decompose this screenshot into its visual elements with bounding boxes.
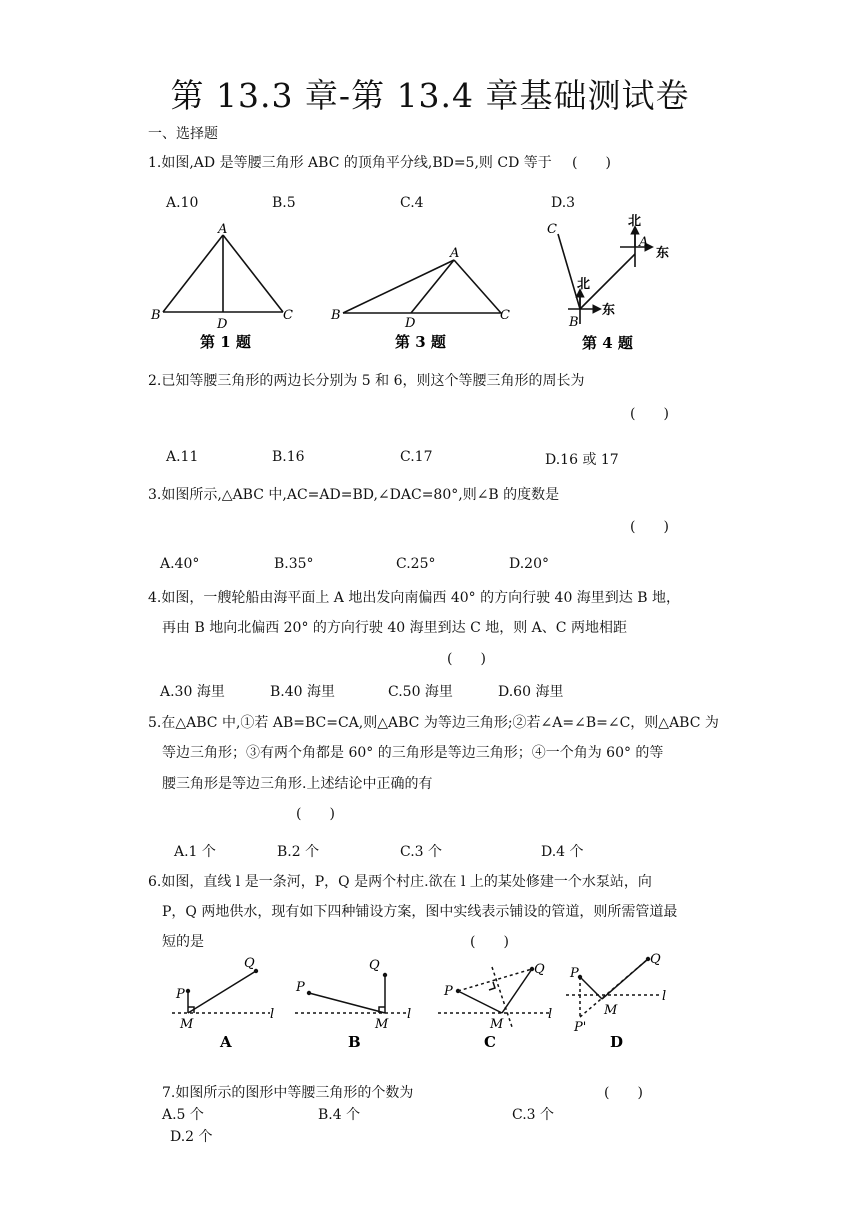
fig4-label-north-b: 北 xyxy=(577,277,591,292)
question-5-line-3: 腰三角形是等边三角形.上述结论中正确的有 xyxy=(162,776,433,792)
question-1-stem: 1.如图,AD 是等腰三角形 ABC 的顶角平分线,BD=5,则 CD 等于 xyxy=(148,155,552,171)
fig1-label-d: D xyxy=(217,317,228,332)
q6b-label-l: l xyxy=(407,1007,412,1022)
q6a-label-p: P xyxy=(176,987,185,1002)
q4-option-b: B.40 海里 xyxy=(270,684,336,700)
q3-option-d: D.20° xyxy=(509,556,549,572)
q1-option-b: B.5 xyxy=(272,195,296,211)
q6a-label-m: M xyxy=(180,1017,194,1032)
question-3-answer-blank: ( ) xyxy=(630,519,669,535)
figure-4-bearing xyxy=(540,212,690,355)
q5-option-a: A.1 个 xyxy=(174,844,216,860)
q7-option-d: D.2 个 xyxy=(170,1129,213,1145)
question-3-stem: 3.如图所示,△ABC 中,AC=AD=BD,∠DAC=80°,则∠B 的度数是 xyxy=(148,487,560,503)
page-title: 第 13.3 章-第 13.4 章基础测试卷 xyxy=(170,76,690,115)
q2-option-a: A.11 xyxy=(166,449,199,465)
q6-figure-a xyxy=(170,955,282,1055)
question-5-answer-blank: ( ) xyxy=(296,806,335,822)
q6b-label-p: P xyxy=(296,980,305,995)
question-4-line-1: 4.如图，一艘轮船由海平面上 A 地出发向南偏西 40° 的方向行驶 40 海里到达 B 地， xyxy=(148,590,680,606)
q6d-label-p-prime: P' xyxy=(574,1020,587,1035)
q4-option-c: C.50 海里 xyxy=(388,684,453,700)
q6c-label-p: P xyxy=(444,984,453,999)
q5-option-c: C.3 个 xyxy=(400,844,443,860)
question-7-answer-blank: ( ) xyxy=(604,1085,643,1101)
question-6-line-1: 6.如图，直线 l 是一条河，P，Q 是两个村庄.欲在 l 上的某处修建一个水泵站，向 xyxy=(148,874,652,890)
question-5-line-1: 5.在△ABC 中,①若 AB=BC=CA,则△ABC 为等边三角形;②若∠A=∠B=∠C，则△ABC 为 xyxy=(148,715,719,731)
fig4-label-a: A xyxy=(639,235,649,250)
q7-option-b: B.4 个 xyxy=(318,1107,361,1123)
q5-option-d: D.4 个 xyxy=(541,844,584,860)
q3-option-b: B.35° xyxy=(274,556,314,572)
fig4-label-east-a: 东 xyxy=(656,246,670,261)
q6c-label-l: l xyxy=(548,1007,553,1022)
q6c-caption: C xyxy=(484,1033,496,1051)
q2-option-c: C.17 xyxy=(400,449,433,465)
q4-option-d: D.60 海里 xyxy=(498,684,564,700)
q6c-label-m: M xyxy=(490,1017,504,1032)
q6d-caption: D xyxy=(610,1033,624,1051)
figure-1-triangle xyxy=(145,220,305,355)
q1-option-c: C.4 xyxy=(400,195,424,211)
fig4-label-north-a: 北 xyxy=(628,214,642,229)
fig3-label-b: B xyxy=(331,308,341,323)
question-4-line-2: 再由 B 地向北偏西 20° 的方向行驶 40 海里到达 C 地，则 A、C 两地相距 xyxy=(162,620,627,636)
question-6-line-3: 短的是 xyxy=(162,934,204,950)
fig3-caption: 第 3 题 xyxy=(395,333,446,351)
q6d-label-m: M xyxy=(604,1003,618,1018)
question-2-stem: 2.已知等腰三角形的两边长分别为 5 和 6，则这个等腰三角形的周长为 xyxy=(148,373,585,389)
question-4-answer-blank: ( ) xyxy=(447,651,486,667)
q6d-label-p: P xyxy=(570,966,579,981)
fig4-label-b: B xyxy=(569,315,579,330)
q6-figure-c xyxy=(436,955,560,1055)
question-5-line-2: 等边三角形；③有两个角都是 60° 的三角形是等边三角形；④一个角为 60° 的等 xyxy=(162,745,664,761)
fig3-label-c: C xyxy=(500,308,510,323)
fig3-label-a: A xyxy=(450,246,460,261)
q6-figure-d xyxy=(562,945,682,1055)
q1-option-a: A.10 xyxy=(166,195,199,211)
fig4-caption: 第 4 题 xyxy=(582,334,633,352)
q6d-label-q: Q xyxy=(650,952,661,967)
q5-option-b: B.2 个 xyxy=(277,844,320,860)
fig1-label-b: B xyxy=(151,308,161,323)
fig3-label-d: D xyxy=(405,316,416,331)
question-1-answer-blank: ( ) xyxy=(572,155,611,171)
q6b-label-q: Q xyxy=(369,958,380,973)
q6-figure-b xyxy=(293,955,419,1055)
fig1-caption: 第 1 题 xyxy=(200,333,251,351)
q6b-caption: B xyxy=(348,1033,361,1051)
q7-option-a: A.5 个 xyxy=(162,1107,204,1123)
fig1-label-a: A xyxy=(218,222,228,237)
question-7-stem: 7.如图所示的图形中等腰三角形的个数为 xyxy=(162,1085,414,1101)
q1-option-d: D.3 xyxy=(551,195,576,211)
question-6-answer-blank: ( ) xyxy=(470,934,509,950)
question-2-answer-blank: ( ) xyxy=(630,406,669,422)
q4-option-a: A.30 海里 xyxy=(160,684,225,700)
fig1-label-c: C xyxy=(283,308,293,323)
q6a-caption: A xyxy=(220,1033,232,1051)
question-6-line-2: P，Q 两地供水，现有如下四种铺设方案，图中实线表示铺设的管道，则所需管道最 xyxy=(162,904,678,920)
figure-3-triangle xyxy=(325,242,515,355)
section-heading: 一、选择题 xyxy=(148,126,218,142)
q6b-label-m: M xyxy=(375,1017,389,1032)
q6a-label-q: Q xyxy=(244,956,255,971)
fig4-label-c: C xyxy=(547,222,557,237)
fig4-label-east-b: 东 xyxy=(602,303,616,318)
q2-option-d: D.16 或 17 xyxy=(545,452,619,468)
q6d-label-l: l xyxy=(662,989,667,1004)
q6a-label-l: l xyxy=(270,1007,275,1022)
q7-option-c: C.3 个 xyxy=(512,1107,555,1123)
q3-option-a: A.40° xyxy=(160,556,200,572)
q3-option-c: C.25° xyxy=(396,556,436,572)
q2-option-b: B.16 xyxy=(272,449,305,465)
q6c-label-q: Q xyxy=(534,962,545,977)
